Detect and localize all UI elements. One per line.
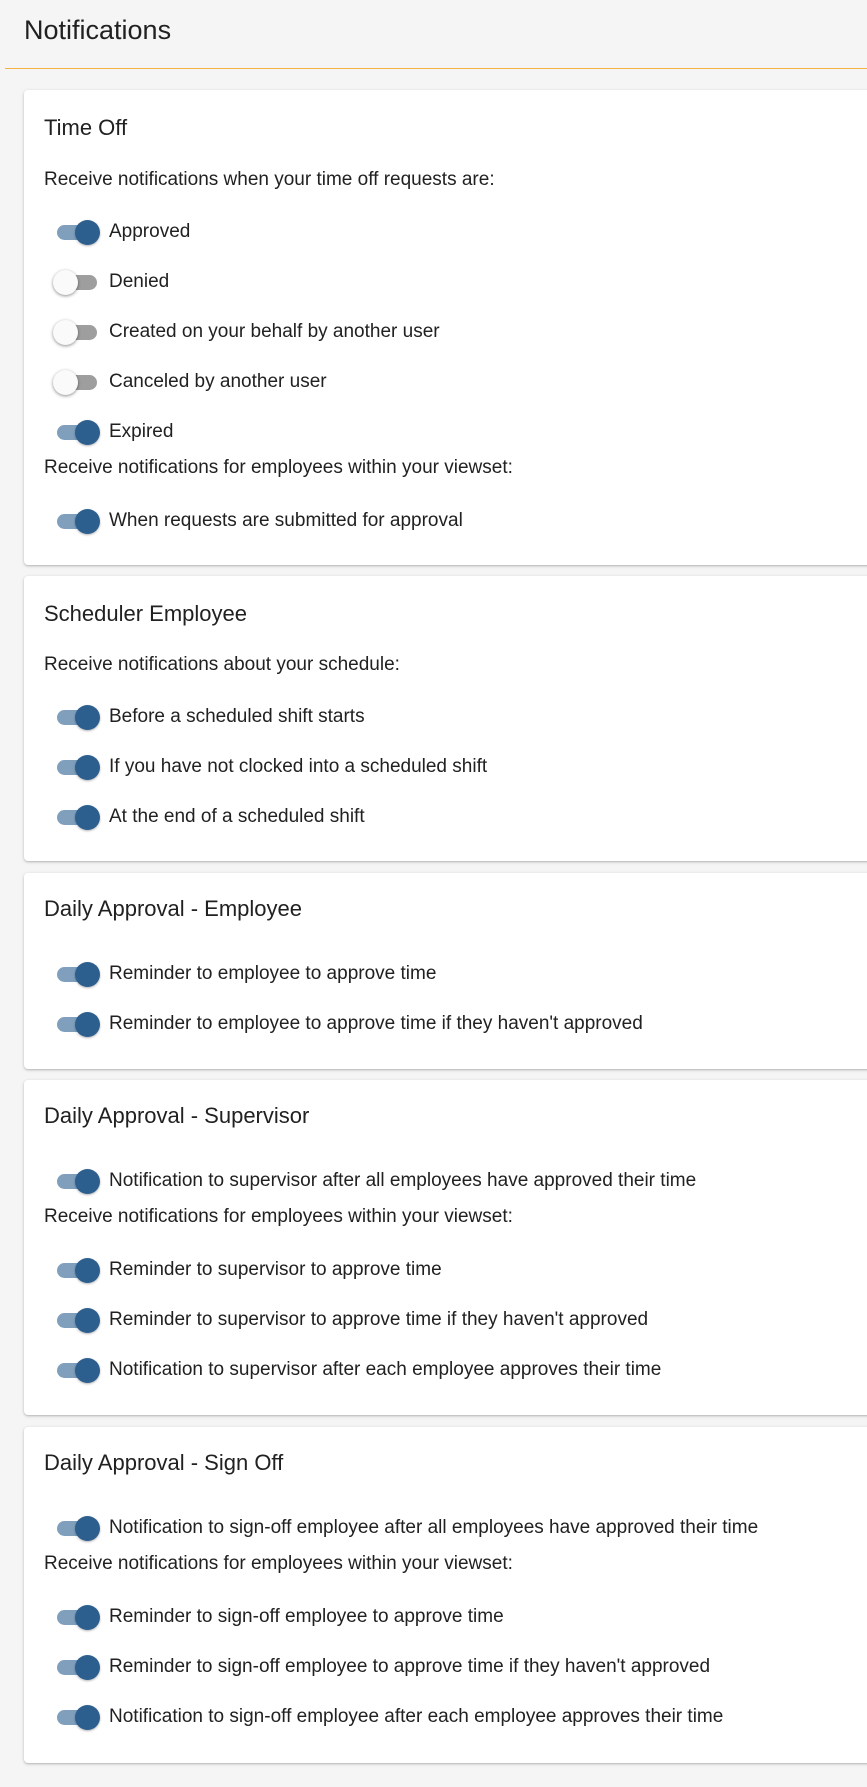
switch-thumb: [75, 1605, 100, 1630]
toggle-switch[interactable]: [53, 506, 101, 536]
switch-thumb: [75, 755, 100, 780]
toggle-row-employee-reminder[interactable]: [53, 959, 436, 989]
toggle-label: Created on your behalf by another user: [109, 321, 440, 342]
page-header: [5, 0, 867, 69]
daily-approval-employee-card: [24, 873, 867, 1069]
switch-thumb: [75, 805, 100, 830]
toggle-label: Denied: [109, 271, 170, 292]
section-title: Scheduler Employee: [44, 601, 248, 626]
switch-thumb: [75, 1705, 100, 1730]
scheduler-employee-card: [24, 576, 867, 861]
switch-thumb: [75, 1358, 100, 1383]
switch-thumb: [75, 705, 100, 730]
toggle-switch[interactable]: [53, 417, 101, 447]
section-description: Receive notifications when your time off requests are:: [44, 169, 495, 190]
toggle-label: At the end of a scheduled shift: [109, 806, 365, 827]
toggle-switch[interactable]: [53, 1255, 101, 1285]
toggle-label: Reminder to employee to approve time if they haven't approved: [109, 1013, 643, 1034]
toggle-label: If you have not clocked into a scheduled shift: [109, 756, 488, 777]
toggle-label: Approved: [109, 221, 191, 242]
switch-thumb: [75, 962, 100, 987]
toggle-row-sign-off-reminder[interactable]: [53, 1602, 504, 1632]
toggle-row-approved[interactable]: [53, 217, 190, 247]
toggle-switch[interactable]: [53, 317, 101, 347]
toggle-row-created-on-behalf[interactable]: [53, 317, 440, 347]
switch-thumb: [75, 509, 100, 534]
toggle-label: Notification to supervisor after each employee approves their time: [109, 1359, 662, 1380]
toggle-row-supervisor-all-approved[interactable]: [53, 1166, 696, 1196]
section-description: Receive notifications for employees within your viewset:: [44, 1553, 513, 1574]
toggle-switch[interactable]: [53, 752, 101, 782]
daily-approval-supervisor-card: [24, 1080, 867, 1415]
section-title: Daily Approval - Sign Off: [44, 1450, 284, 1475]
toggle-row-denied[interactable]: [53, 267, 169, 297]
toggle-label: Expired: [109, 421, 174, 442]
toggle-row-employee-reminder-not-approved[interactable]: [53, 1009, 643, 1039]
toggle-row-submitted-for-approval[interactable]: [53, 506, 463, 536]
toggle-switch[interactable]: [53, 267, 101, 297]
toggle-row-expired[interactable]: [53, 417, 173, 447]
switch-thumb: [75, 1516, 100, 1541]
toggle-switch[interactable]: [53, 1602, 101, 1632]
section-title: Time Off: [44, 115, 128, 140]
section-description: Receive notifications for employees within your viewset:: [44, 457, 513, 478]
toggle-row-sign-off-each-approves[interactable]: [53, 1702, 723, 1732]
toggle-label: Reminder to sign-off employee to approve time if they haven't approved: [109, 1656, 711, 1677]
toggle-label: Notification to sign-off employee after each employee approves their time: [109, 1706, 724, 1727]
toggle-switch[interactable]: [53, 217, 101, 247]
toggle-label: Reminder to sign-off employee to approve time: [109, 1606, 504, 1627]
switch-thumb: [53, 370, 78, 395]
toggle-label: Reminder to employee to approve time: [109, 963, 437, 984]
toggle-row-sign-off-all-approved[interactable]: [53, 1513, 758, 1543]
toggle-row-not-clocked-in[interactable]: [53, 752, 487, 782]
toggle-switch[interactable]: [53, 1305, 101, 1335]
switch-thumb: [53, 270, 78, 295]
toggle-label: Notification to sign-off employee after all employees have approved their time: [109, 1517, 759, 1538]
daily-approval-sign-off-card: [24, 1427, 867, 1763]
toggle-switch[interactable]: [53, 367, 101, 397]
section-title: Daily Approval - Supervisor: [44, 1103, 310, 1128]
switch-thumb: [75, 1655, 100, 1680]
time-off-card: [24, 90, 867, 565]
section-description: Receive notifications for employees within your viewset:: [44, 1206, 513, 1227]
section-title: Daily Approval - Employee: [44, 896, 303, 921]
toggle-switch[interactable]: [53, 1513, 101, 1543]
switch-thumb: [75, 220, 100, 245]
switch-thumb: [75, 1258, 100, 1283]
toggle-row-supervisor-reminder-not-approved[interactable]: [53, 1305, 648, 1335]
toggle-row-supervisor-reminder[interactable]: [53, 1255, 442, 1285]
toggle-row-canceled[interactable]: [53, 367, 327, 397]
toggle-switch[interactable]: [53, 702, 101, 732]
toggle-switch[interactable]: [53, 802, 101, 832]
switch-thumb: [75, 1012, 100, 1037]
toggle-switch[interactable]: [53, 1652, 101, 1682]
toggle-switch[interactable]: [53, 1166, 101, 1196]
toggle-label: Reminder to supervisor to approve time: [109, 1259, 442, 1280]
toggle-switch[interactable]: [53, 1702, 101, 1732]
switch-thumb: [75, 1169, 100, 1194]
toggle-row-before-shift[interactable]: [53, 702, 365, 732]
toggle-switch[interactable]: [53, 1355, 101, 1385]
page-title: Notifications: [24, 15, 172, 45]
toggle-switch[interactable]: [53, 1009, 101, 1039]
toggle-label: Notification to supervisor after all employees have approved their time: [109, 1170, 697, 1191]
toggle-label: Canceled by another user: [109, 371, 327, 392]
toggle-row-supervisor-each-approves[interactable]: [53, 1355, 661, 1385]
toggle-label: When requests are submitted for approval: [109, 510, 463, 531]
switch-thumb: [75, 1308, 100, 1333]
toggle-label: Reminder to supervisor to approve time if they haven't approved: [109, 1309, 649, 1330]
toggle-switch[interactable]: [53, 959, 101, 989]
toggle-row-sign-off-reminder-not-approved[interactable]: [53, 1652, 710, 1682]
switch-thumb: [75, 420, 100, 445]
section-description: Receive notifications about your schedule:: [44, 654, 400, 675]
toggle-row-end-of-shift[interactable]: [53, 802, 365, 832]
switch-thumb: [53, 320, 78, 345]
toggle-label: Before a scheduled shift starts: [109, 706, 365, 727]
